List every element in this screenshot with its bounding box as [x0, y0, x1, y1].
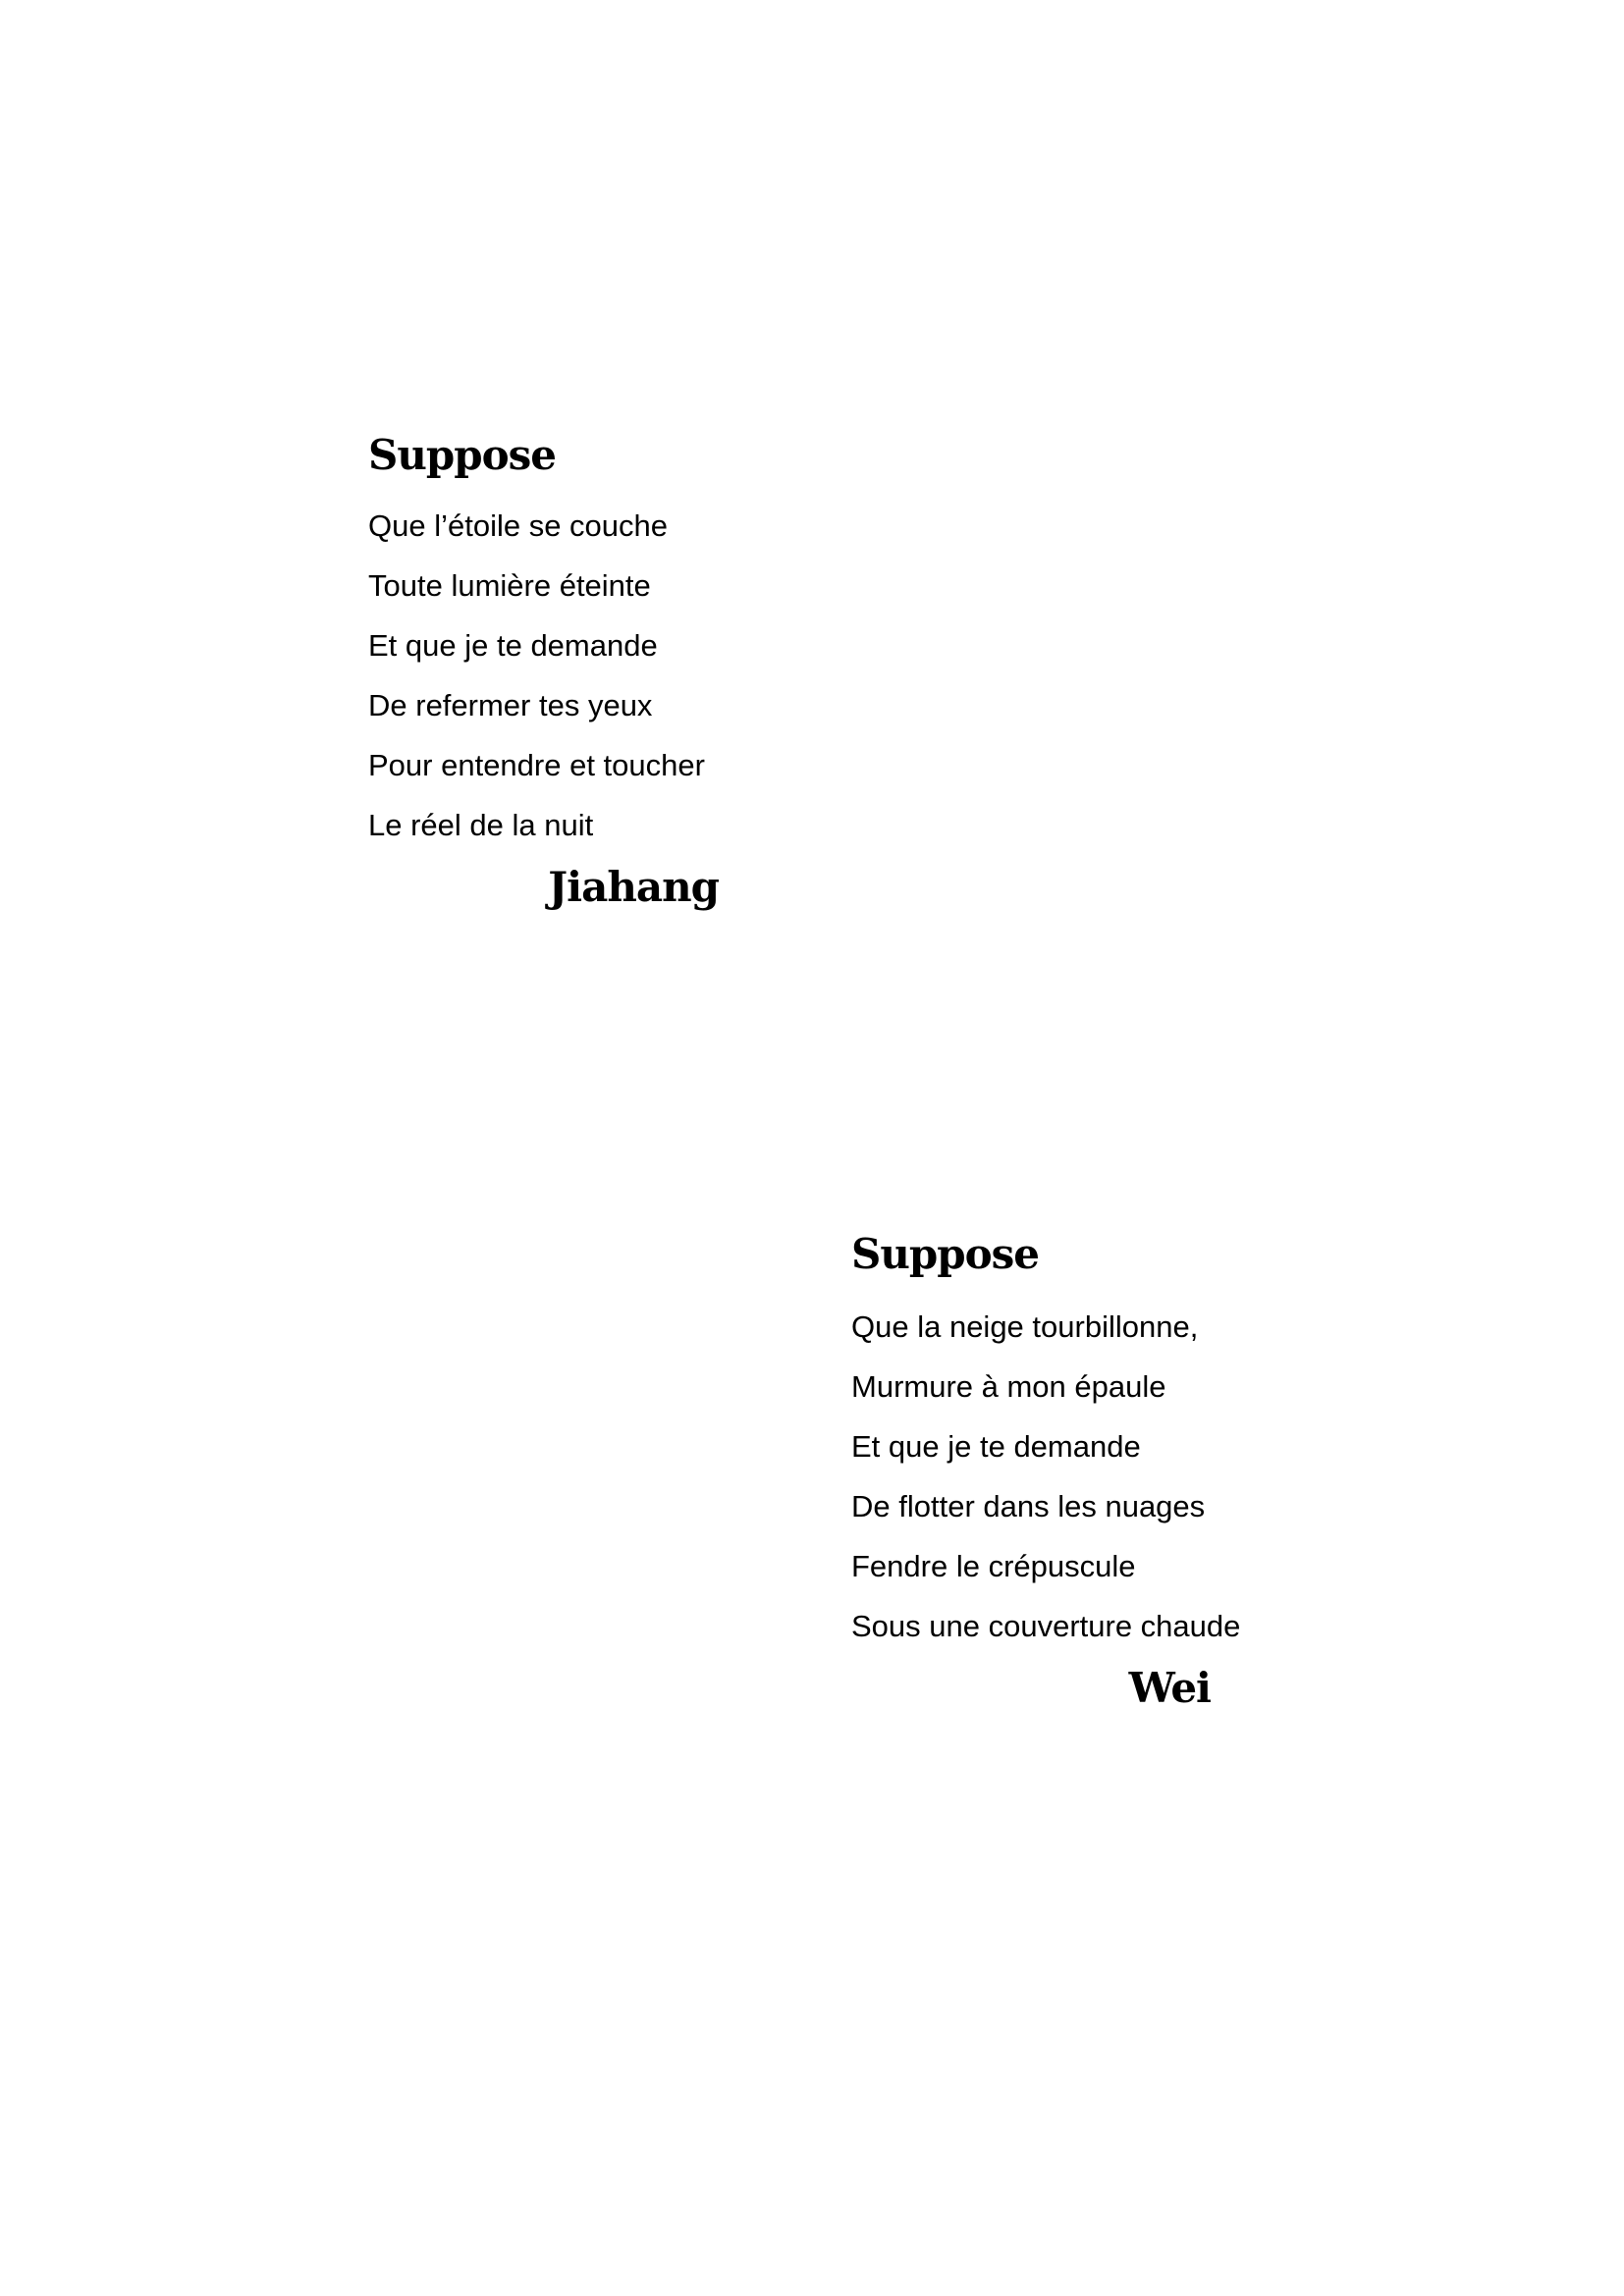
poem-title: Suppose [368, 431, 556, 479]
poem-line: Toute lumière éteinte [368, 568, 651, 603]
poem-line: De flotter dans les nuages [851, 1489, 1206, 1523]
poem-signature: Jiahang [548, 863, 719, 911]
poem-line: Que la neige tourbillonne, [851, 1309, 1199, 1344]
poem-title: Suppose [851, 1230, 1039, 1278]
poem-line: De refermer tes yeux [368, 688, 653, 722]
poem-line: Pour entendre et toucher [368, 748, 705, 782]
poem-first [368, 432, 722, 911]
poem-line: Et que je te demande [368, 628, 658, 663]
poem-line: Sous une couverture chaude [851, 1609, 1241, 1643]
poem-line: Fendre le crépuscule [851, 1549, 1136, 1583]
poem-signature: Wei [1128, 1664, 1211, 1712]
poem-line: Et que je te demande [851, 1429, 1141, 1464]
poem-line: Le réel de la nuit [368, 808, 594, 842]
poem-body [368, 496, 722, 855]
poem-second [851, 1230, 1241, 1712]
poem-line: Murmure à mon épaule [851, 1369, 1166, 1404]
poem-body [851, 1297, 1241, 1656]
poem-line: Que l’étoile se couche [368, 508, 669, 543]
